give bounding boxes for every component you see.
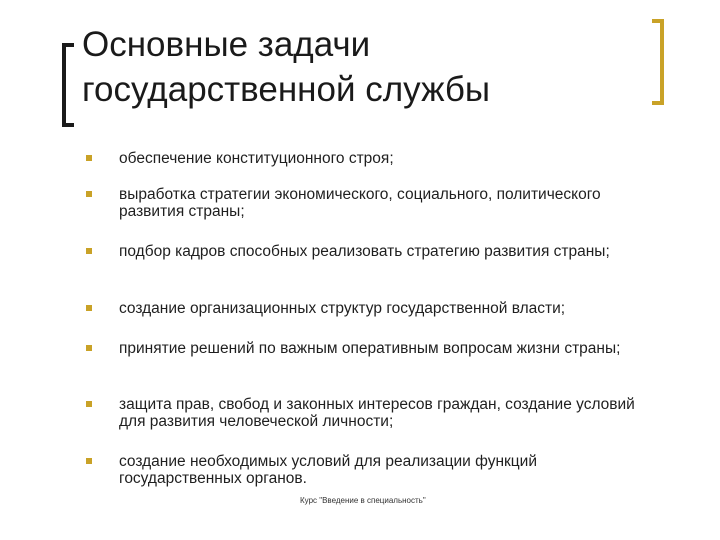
square-bullet-icon [86, 248, 92, 254]
bullet-text: защита прав, свобод и законных интересов граждан, создание условий для развития человеческой личности; [119, 396, 635, 430]
title-line-1: Основные задачи [82, 25, 371, 64]
bullet-text: выработка стратегии экономического, социального, политического развития страны; [119, 186, 601, 220]
footer-course-label: Курс "Введение в специальность" [300, 496, 426, 505]
square-bullet-icon [86, 458, 92, 464]
slide-title [82, 22, 642, 112]
square-bullet-icon [86, 345, 92, 351]
bullet-text: обеспечение конституционного строя; [119, 150, 394, 167]
square-bullet-icon [86, 401, 92, 407]
square-bullet-icon [86, 155, 92, 161]
bullet-text: создание организационных структур государственной власти; [119, 300, 566, 317]
bullet-text: создание необходимых условий для реализации функций государственных органов. [119, 453, 537, 487]
title-line-2: государственной службы [82, 70, 491, 109]
right-bracket-decoration [652, 19, 664, 105]
square-bullet-icon [86, 305, 92, 311]
bullet-text: принятие решений по важным оперативным вопросам жизни страны; [119, 340, 621, 357]
left-bracket-decoration [62, 43, 74, 127]
square-bullet-icon [86, 191, 92, 197]
bullet-text: подбор кадров способных реализовать стратегию развития страны; [119, 243, 610, 260]
